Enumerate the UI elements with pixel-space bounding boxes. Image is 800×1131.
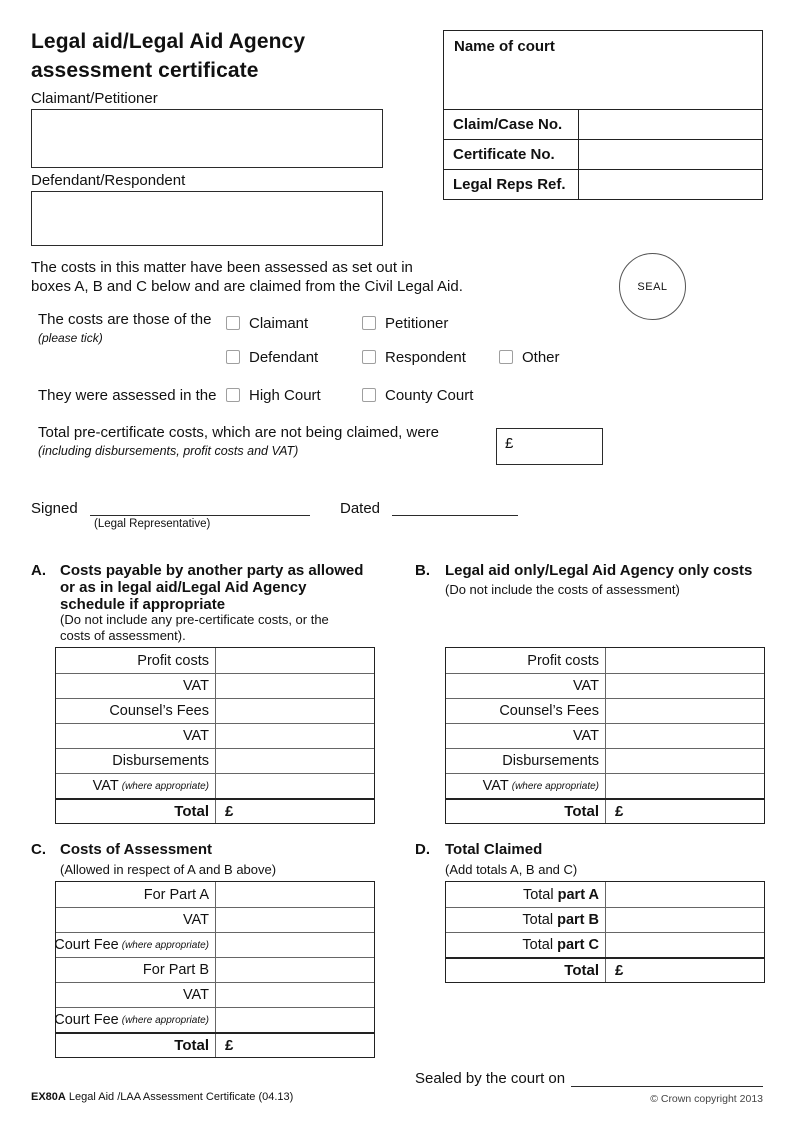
section-b-note: (Do not include the costs of assessment): [445, 582, 680, 597]
copyright-notice: © Crown copyright 2013: [650, 1093, 763, 1105]
row-label: [446, 882, 606, 907]
table-row: [446, 698, 764, 723]
row-label-part: part A: [557, 886, 599, 903]
checkbox-option-claimant[interactable]: [226, 313, 308, 333]
signed-label: Signed: [31, 500, 78, 517]
legal-representative-sublabel: (Legal Representative): [94, 518, 211, 530]
section-b-letter: B.: [415, 562, 430, 579]
form-code: EX80A: [31, 1091, 66, 1103]
currency-symbol: £: [225, 803, 234, 820]
table-row: [446, 748, 764, 773]
row-label-text: Court Fee: [54, 937, 119, 953]
amount-field[interactable]: [216, 882, 374, 907]
total-row: [446, 798, 764, 823]
seal-label: SEAL: [637, 280, 668, 293]
amount-field[interactable]: [216, 724, 374, 748]
section-a-letter: A.: [31, 562, 46, 579]
please-tick-hint: (please tick): [38, 331, 103, 345]
table-row: [56, 773, 374, 798]
total-label: Total: [446, 959, 606, 982]
checkbox-option-petitioner[interactable]: [362, 313, 448, 333]
page-title-line1: Legal aid/Legal Aid Agency: [31, 30, 306, 53]
amount-field[interactable]: [606, 908, 764, 932]
county-court-checkbox[interactable]: [362, 388, 376, 402]
row-label-suffix: (where appropriate): [121, 780, 209, 792]
amount-field[interactable]: [216, 908, 374, 932]
row-label: VAT: [446, 724, 606, 748]
checkbox-label: County Court: [385, 386, 474, 404]
table-row: [56, 648, 374, 673]
intro-line2: boxes A, B and C below and are claimed from the Civil Legal Aid.: [31, 278, 463, 295]
legal-reps-ref-label: Legal Reps Ref.: [444, 170, 579, 199]
page-title: [31, 27, 305, 85]
row-label: Counsel’s Fees: [446, 699, 606, 723]
row-label-text: Total: [522, 886, 554, 903]
claim-case-no-field[interactable]: [579, 110, 762, 139]
other-checkbox[interactable]: [499, 350, 513, 364]
intro-text: [31, 258, 463, 296]
section-a-title: Costs payable by another party as allowed or as in legal aid/Legal Aid Agency schedule if appropriate: [60, 562, 364, 613]
row-label: Profit costs: [56, 648, 216, 673]
table-row: [444, 139, 762, 169]
precert-costs-sublabel: (including disbursements, profit costs and VAT): [38, 444, 299, 458]
row-label: VAT: [446, 674, 606, 698]
row-label-text: VAT: [482, 778, 509, 794]
table-row: [444, 109, 762, 139]
table-row: [446, 932, 764, 957]
legal-reps-ref-field[interactable]: [579, 170, 762, 199]
amount-field[interactable]: [606, 724, 764, 748]
amount-field[interactable]: [216, 674, 374, 698]
amount-field[interactable]: [606, 749, 764, 773]
page-title-line2: assessment certificate: [31, 59, 259, 82]
seal-circle: [619, 253, 686, 320]
table-row: [56, 1007, 374, 1032]
name-of-court-field[interactable]: [444, 31, 762, 109]
row-label: VAT: [56, 983, 216, 1007]
name-of-court-label: Name of court: [454, 38, 555, 55]
currency-symbol: £: [505, 435, 514, 452]
row-label: For Part B: [56, 958, 216, 982]
amount-field[interactable]: [216, 1008, 374, 1032]
total-label: Total: [446, 800, 606, 823]
checkbox-option-defendant[interactable]: [226, 347, 318, 367]
sealed-by-court-row: [415, 1070, 763, 1087]
row-label-part: part B: [557, 912, 599, 928]
defendant-checkbox[interactable]: [226, 350, 240, 364]
certificate-no-label: Certificate No.: [444, 140, 579, 169]
row-label: VAT: [56, 908, 216, 932]
claimant-petitioner-field[interactable]: [31, 109, 383, 168]
row-label: [56, 774, 216, 798]
checkbox-label: Respondent: [385, 348, 466, 366]
table-row: [56, 882, 374, 907]
high-court-checkbox[interactable]: [226, 388, 240, 402]
table-row: [446, 648, 764, 673]
section-c-title: Costs of Assessment: [60, 841, 212, 858]
row-label: Disbursements: [56, 749, 216, 773]
row-label: [56, 933, 216, 957]
total-row: [56, 1032, 374, 1057]
amount-field[interactable]: [606, 699, 764, 723]
table-row: [446, 907, 764, 932]
checkbox-option-respondent[interactable]: [362, 347, 466, 367]
row-label-suffix: (where appropriate): [121, 939, 209, 951]
date-line[interactable]: [392, 515, 518, 516]
table-row: [446, 673, 764, 698]
currency-symbol: £: [225, 1037, 234, 1054]
intro-line1: The costs in this matter have been assessed as set out in: [31, 259, 413, 276]
section-d-table: [445, 881, 765, 983]
checkbox-option-high-court[interactable]: [226, 385, 321, 405]
table-row: [446, 723, 764, 748]
defendant-respondent-field[interactable]: [31, 191, 383, 246]
petitioner-checkbox[interactable]: [362, 316, 376, 330]
table-row: [56, 723, 374, 748]
table-row: [56, 932, 374, 957]
sealed-by-label: Sealed by the court on: [415, 1070, 566, 1087]
row-label: [446, 908, 606, 932]
amount-field[interactable]: [216, 749, 374, 773]
checkbox-label: Other: [522, 348, 560, 366]
table-row: [444, 169, 762, 199]
checkbox-label: High Court: [249, 386, 321, 404]
section-c-letter: C.: [31, 841, 46, 858]
precert-amount-field[interactable]: [496, 428, 603, 465]
table-row: [56, 748, 374, 773]
total-label: Total: [56, 800, 216, 823]
total-label: Total: [56, 1034, 216, 1057]
total-amount-field[interactable]: [606, 800, 764, 823]
section-d-note: (Add totals A, B and C): [445, 862, 578, 877]
amount-field[interactable]: [216, 958, 374, 982]
row-label-part: part C: [557, 937, 599, 953]
row-label: [56, 1008, 216, 1032]
table-row: [446, 882, 764, 907]
certificate-no-field[interactable]: [579, 140, 762, 169]
amount-field[interactable]: [216, 983, 374, 1007]
checkbox-option-other[interactable]: [499, 347, 560, 367]
section-c-table: [55, 881, 375, 1058]
respondent-checkbox[interactable]: [362, 350, 376, 364]
amount-field[interactable]: [606, 882, 764, 907]
row-label: [446, 933, 606, 957]
checkbox-label: Claimant: [249, 314, 309, 332]
sealed-date-line[interactable]: [571, 1073, 763, 1087]
row-label-text: Total: [522, 937, 554, 953]
signature-line[interactable]: [90, 515, 310, 516]
total-amount-field[interactable]: [606, 959, 764, 982]
amount-field[interactable]: [216, 648, 374, 673]
amount-field[interactable]: [606, 674, 764, 698]
total-amount-field[interactable]: [216, 800, 374, 823]
claimant-petitioner-label: Claimant/Petitioner: [31, 90, 158, 107]
row-label-text: VAT: [92, 778, 119, 794]
amount-field[interactable]: [606, 774, 764, 798]
row-label: VAT: [56, 674, 216, 698]
section-d-title: Total Claimed: [445, 841, 543, 858]
total-row: [56, 798, 374, 823]
amount-field[interactable]: [606, 933, 764, 957]
table-row: [56, 698, 374, 723]
table-row: [56, 673, 374, 698]
total-amount-field[interactable]: [216, 1034, 374, 1057]
currency-symbol: £: [615, 803, 624, 820]
total-row: [446, 957, 764, 982]
court-details-table: [443, 30, 763, 200]
form-reference: [31, 1091, 293, 1103]
table-row: [56, 907, 374, 932]
table-row: [446, 773, 764, 798]
costs-owner-label: The costs are those of the: [38, 311, 212, 328]
amount-field[interactable]: [216, 933, 374, 957]
section-b-title: Legal aid only/Legal Aid Agency only costs: [445, 562, 753, 579]
checkbox-label: Defendant: [249, 348, 319, 366]
section-c-note: (Allowed in respect of A and B above): [60, 862, 277, 877]
claimant-checkbox[interactable]: [226, 316, 240, 330]
amount-field[interactable]: [216, 699, 374, 723]
amount-field[interactable]: [606, 648, 764, 673]
section-a-note: (Do not include any pre-certificate costs, or the costs of assessment).: [60, 612, 329, 643]
assessed-in-label: They were assessed in the: [38, 387, 217, 404]
row-label: For Part A: [56, 882, 216, 907]
checkbox-label: Petitioner: [385, 314, 449, 332]
dated-label: Dated: [340, 500, 381, 517]
table-row: [56, 982, 374, 1007]
row-label-text: Total: [522, 912, 554, 928]
row-label: Disbursements: [446, 749, 606, 773]
row-label: Profit costs: [446, 648, 606, 673]
row-label: [446, 774, 606, 798]
row-label-suffix: (where appropriate): [121, 1014, 209, 1026]
section-d-letter: D.: [415, 841, 430, 858]
section-b-table: [445, 647, 765, 824]
amount-field[interactable]: [216, 774, 374, 798]
row-label: Counsel’s Fees: [56, 699, 216, 723]
checkbox-option-county-court[interactable]: [362, 385, 473, 405]
form-name: Legal Aid /LAA Assessment Certificate (04.13): [65, 1091, 294, 1103]
currency-symbol: £: [615, 962, 624, 979]
claim-case-no-label: Claim/Case No.: [444, 110, 579, 139]
row-label: VAT: [56, 724, 216, 748]
section-a-table: [55, 647, 375, 824]
row-label-suffix: (where appropriate): [511, 780, 599, 792]
table-row: [56, 957, 374, 982]
defendant-respondent-label: Defendant/Respondent: [31, 172, 186, 189]
row-label-text: Court Fee: [54, 1012, 119, 1028]
precert-costs-label: Total pre-certificate costs, which are not being claimed, were: [38, 424, 440, 441]
